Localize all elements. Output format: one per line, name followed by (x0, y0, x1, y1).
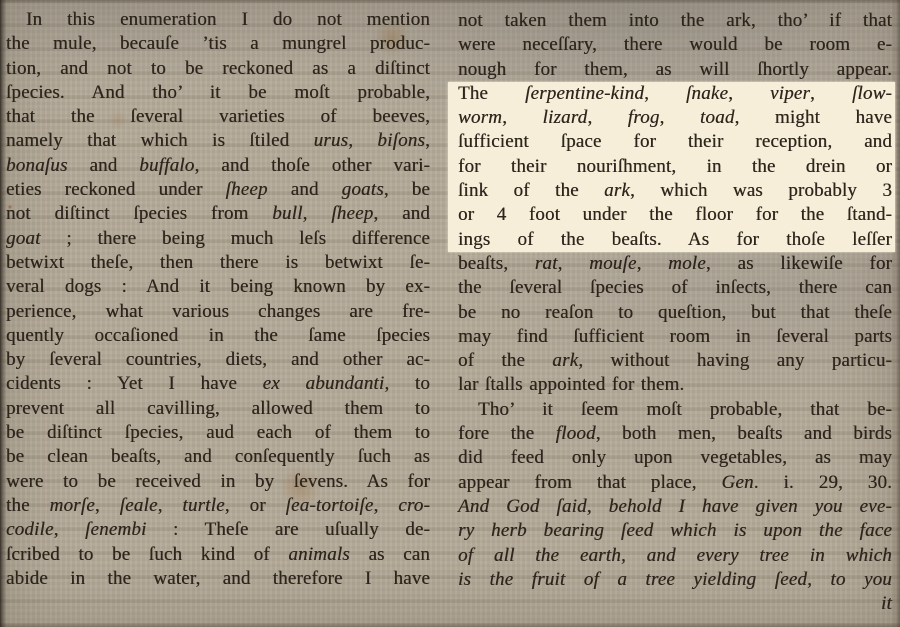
text-segment: , (502, 107, 543, 129)
text-segment: did feed only upon vegetables, as may (458, 447, 892, 469)
text-segment: , (373, 494, 399, 516)
italic-text-segment: ſnake (685, 82, 729, 104)
highlighted-text-line (448, 106, 895, 130)
text-line (458, 544, 892, 568)
italic-text-segment: bull (272, 203, 303, 225)
text-segment: tion, and not to be reckoned as a diſtinct (6, 57, 430, 79)
text-segment: were neceſſary, there would be room e- (458, 34, 892, 56)
italic-text-segment: mouſe (589, 252, 637, 274)
text-segment: , be (383, 179, 430, 201)
text-segment: ; there being much leſs difference (40, 227, 430, 249)
italic-text-segment: codile (6, 519, 54, 541)
text-segment: the ſeveral ſpecies of inſects, there can (458, 277, 892, 299)
italic-text-segment: frog (627, 107, 660, 129)
text-segment: cidents : Yet I have (6, 373, 263, 395)
text-segment: . i. 29, 30. (753, 471, 892, 493)
left-text-column (6, 8, 430, 591)
text-segment: , (302, 203, 332, 225)
text-segment: and (267, 179, 342, 201)
text-segment: by ſeveral countries, diets, and other ac- (6, 349, 430, 371)
text-segment: : Theſe are uſually de- (146, 519, 430, 541)
text-segment: , (659, 107, 700, 129)
text-segment: as can (349, 543, 430, 565)
text-segment: quently occaſioned in the ſame ſpecies (6, 324, 430, 346)
text-line (6, 8, 430, 32)
text-segment: perience, what various changes are fre- (6, 300, 430, 322)
highlighted-text-line (448, 130, 895, 154)
highlighted-text-line (448, 82, 895, 106)
italic-text-segment: of all the earth, and every tree in which (458, 544, 892, 566)
italic-text-segment: toad (699, 107, 735, 129)
text-segment: veral dogs : And it being known by ex- (6, 276, 430, 298)
text-segment: ſufficient ſpace for their reception, and (458, 131, 892, 153)
text-segment: nough for them, as will ſhortly appear. (458, 58, 892, 80)
text-line (6, 129, 430, 153)
text-line (6, 81, 430, 105)
highlighted-text-line (448, 155, 895, 179)
text-line (6, 372, 430, 396)
text-segment: be clean beaſts, and conſequently ſuch as (6, 446, 430, 468)
italic-text-segment: is the fruit of a tree yielding ſeed, to you (458, 568, 892, 590)
italic-text-segment: goat (6, 227, 41, 249)
text-segment: lar ſtalls appointed for them. (458, 374, 685, 396)
text-segment: , (53, 519, 85, 541)
text-line (6, 227, 430, 251)
text-line (458, 495, 892, 519)
highlighted-text-line (448, 228, 895, 252)
text-line (458, 9, 892, 33)
italic-text-segment: ſheep (225, 179, 268, 201)
italic-text-segment: ex abundanti (262, 373, 385, 395)
text-segment: not taken them into the ark, tho’ if that (458, 10, 892, 31)
text-segment: , and thoſe other vari- (194, 154, 430, 176)
text-segment: , without having any particu- (578, 350, 893, 372)
text-segment: , might have (734, 107, 892, 129)
text-line (458, 446, 892, 470)
text-line (6, 397, 430, 421)
italic-text-segment: ry herb bearing ſeed which is upon the face (458, 520, 892, 542)
italic-text-segment: ſlow- (851, 82, 892, 104)
text-segment: , (425, 130, 430, 152)
text-segment: betwixt theſe, then there is betwixt ſe- (6, 251, 430, 273)
text-line (6, 105, 430, 129)
text-line (458, 301, 892, 325)
text-segment: be no reaſon to queſtion, but that theſe (458, 301, 892, 323)
italic-text-segment: And God ſaid, behold I have given you eve- (458, 495, 892, 517)
right-text-column (458, 9, 892, 616)
text-segment: , (728, 82, 770, 104)
italic-text-segment: it (881, 593, 892, 615)
italic-text-segment: Gen (721, 471, 754, 493)
text-line (6, 251, 430, 275)
text-segment: , (348, 130, 378, 152)
italic-text-segment: urus (313, 130, 349, 152)
text-segment: prevent all cavilling, allowed them to (6, 397, 430, 419)
text-segment: , (587, 107, 628, 129)
italic-text-segment: bonaſus (6, 154, 68, 176)
text-segment: , (157, 494, 183, 516)
text-line (6, 518, 430, 542)
highlighted-text-line (448, 179, 895, 203)
text-segment: , as likewiſe for (705, 252, 892, 274)
italic-text-segment: biſons (377, 130, 426, 152)
text-line (6, 567, 430, 591)
text-segment: the (6, 494, 50, 516)
italic-text-segment: lizard (542, 107, 588, 129)
text-segment: of the (458, 350, 553, 372)
text-segment: that the ſeveral varieties of beeves, (6, 106, 430, 128)
text-line (6, 178, 430, 202)
text-line (458, 349, 892, 373)
text-segment: be diſtinct ſpecies, aud each of them to (6, 422, 430, 444)
text-line (6, 57, 430, 81)
italic-text-segment: viper (770, 82, 811, 104)
text-segment: not diſtinct ſpecies from (6, 203, 273, 225)
text-line (6, 543, 430, 567)
italic-text-segment: ſerpentine-kind (524, 82, 645, 104)
text-line (458, 519, 892, 543)
text-line (6, 32, 430, 56)
italic-text-segment: worm (458, 107, 503, 129)
text-segment: , and (373, 203, 430, 225)
text-segment: ings of the beaſts. As for thoſe leſſer (458, 228, 892, 250)
text-segment: abide in the water, and therefore I have (6, 567, 430, 589)
text-line (458, 422, 892, 446)
italic-text-segment: ſea-tortoiſe (285, 494, 374, 516)
text-segment: ſpecies. And tho’ it be moſt probable, (6, 81, 430, 103)
text-line (458, 325, 892, 349)
text-segment: eties reckoned under (6, 179, 226, 201)
text-segment: for their nouriſhment, in the drein or (458, 155, 892, 177)
italic-text-segment: turtle (182, 494, 225, 516)
text-segment: , both men, beaſts and birds (595, 423, 892, 445)
text-segment: ſink of the (458, 180, 605, 202)
text-line (6, 300, 430, 324)
text-line (6, 202, 430, 226)
text-segment: were to be received in by ſevens. As for (6, 470, 430, 492)
text-segment: The (458, 82, 525, 104)
italic-text-segment: ſeale (119, 494, 158, 516)
text-segment: , (636, 252, 669, 274)
text-line (6, 324, 430, 348)
text-line (458, 373, 892, 397)
text-segment: , (810, 82, 852, 104)
italic-text-segment: animals (288, 543, 350, 565)
italic-text-segment: ſheep (331, 203, 374, 225)
text-segment: may find ſufficient room in ſeveral parts (458, 325, 892, 347)
italic-text-segment: rat (534, 252, 558, 274)
italic-text-segment: morſe (49, 494, 95, 516)
text-line (6, 275, 430, 299)
text-segment: appear from that place, (458, 471, 722, 493)
text-line (458, 568, 892, 592)
text-line (458, 471, 892, 495)
text-segment: the mule, becauſe ’tis a mungrel produc- (6, 33, 430, 55)
text-line (458, 58, 892, 82)
text-line (458, 252, 892, 276)
text-line (6, 348, 430, 372)
text-segment: , (94, 494, 120, 516)
italic-text-segment: ſenembi (84, 519, 147, 541)
text-line (6, 154, 430, 178)
text-segment: or 4 foot under the floor for the ſtand- (458, 204, 892, 226)
text-line (6, 470, 430, 494)
text-line (458, 398, 892, 422)
text-segment: , which was probably 3 (630, 180, 892, 202)
italic-text-segment: cro- (398, 494, 431, 516)
text-line (6, 445, 430, 469)
italic-text-segment: mole (668, 252, 706, 274)
italic-text-segment: flood (555, 423, 596, 445)
italic-text-segment: ark (552, 350, 579, 372)
highlighted-text-line (448, 203, 895, 227)
italic-text-segment: goats (341, 179, 384, 201)
text-segment: namely that which is ſtiled (6, 130, 314, 152)
text-segment: and (67, 154, 140, 176)
catchword (458, 592, 892, 616)
text-segment: In this enumeration I do not mention (26, 9, 430, 30)
text-line (458, 276, 892, 300)
text-segment: , (644, 82, 686, 104)
text-segment: , (557, 252, 590, 274)
text-segment: , to (384, 373, 430, 395)
text-segment: Tho’ it ſeem moſt probable, that be- (478, 398, 892, 420)
italic-text-segment: ark (604, 180, 631, 202)
text-segment: fore the (458, 423, 556, 445)
text-segment: ſcribed to be ſuch kind of (6, 543, 289, 565)
text-line (458, 33, 892, 57)
text-segment: , or (224, 494, 286, 516)
text-line (6, 421, 430, 445)
text-line (6, 494, 430, 518)
text-segment: beaſts, (458, 252, 535, 274)
italic-text-segment: buffalo (139, 154, 195, 176)
